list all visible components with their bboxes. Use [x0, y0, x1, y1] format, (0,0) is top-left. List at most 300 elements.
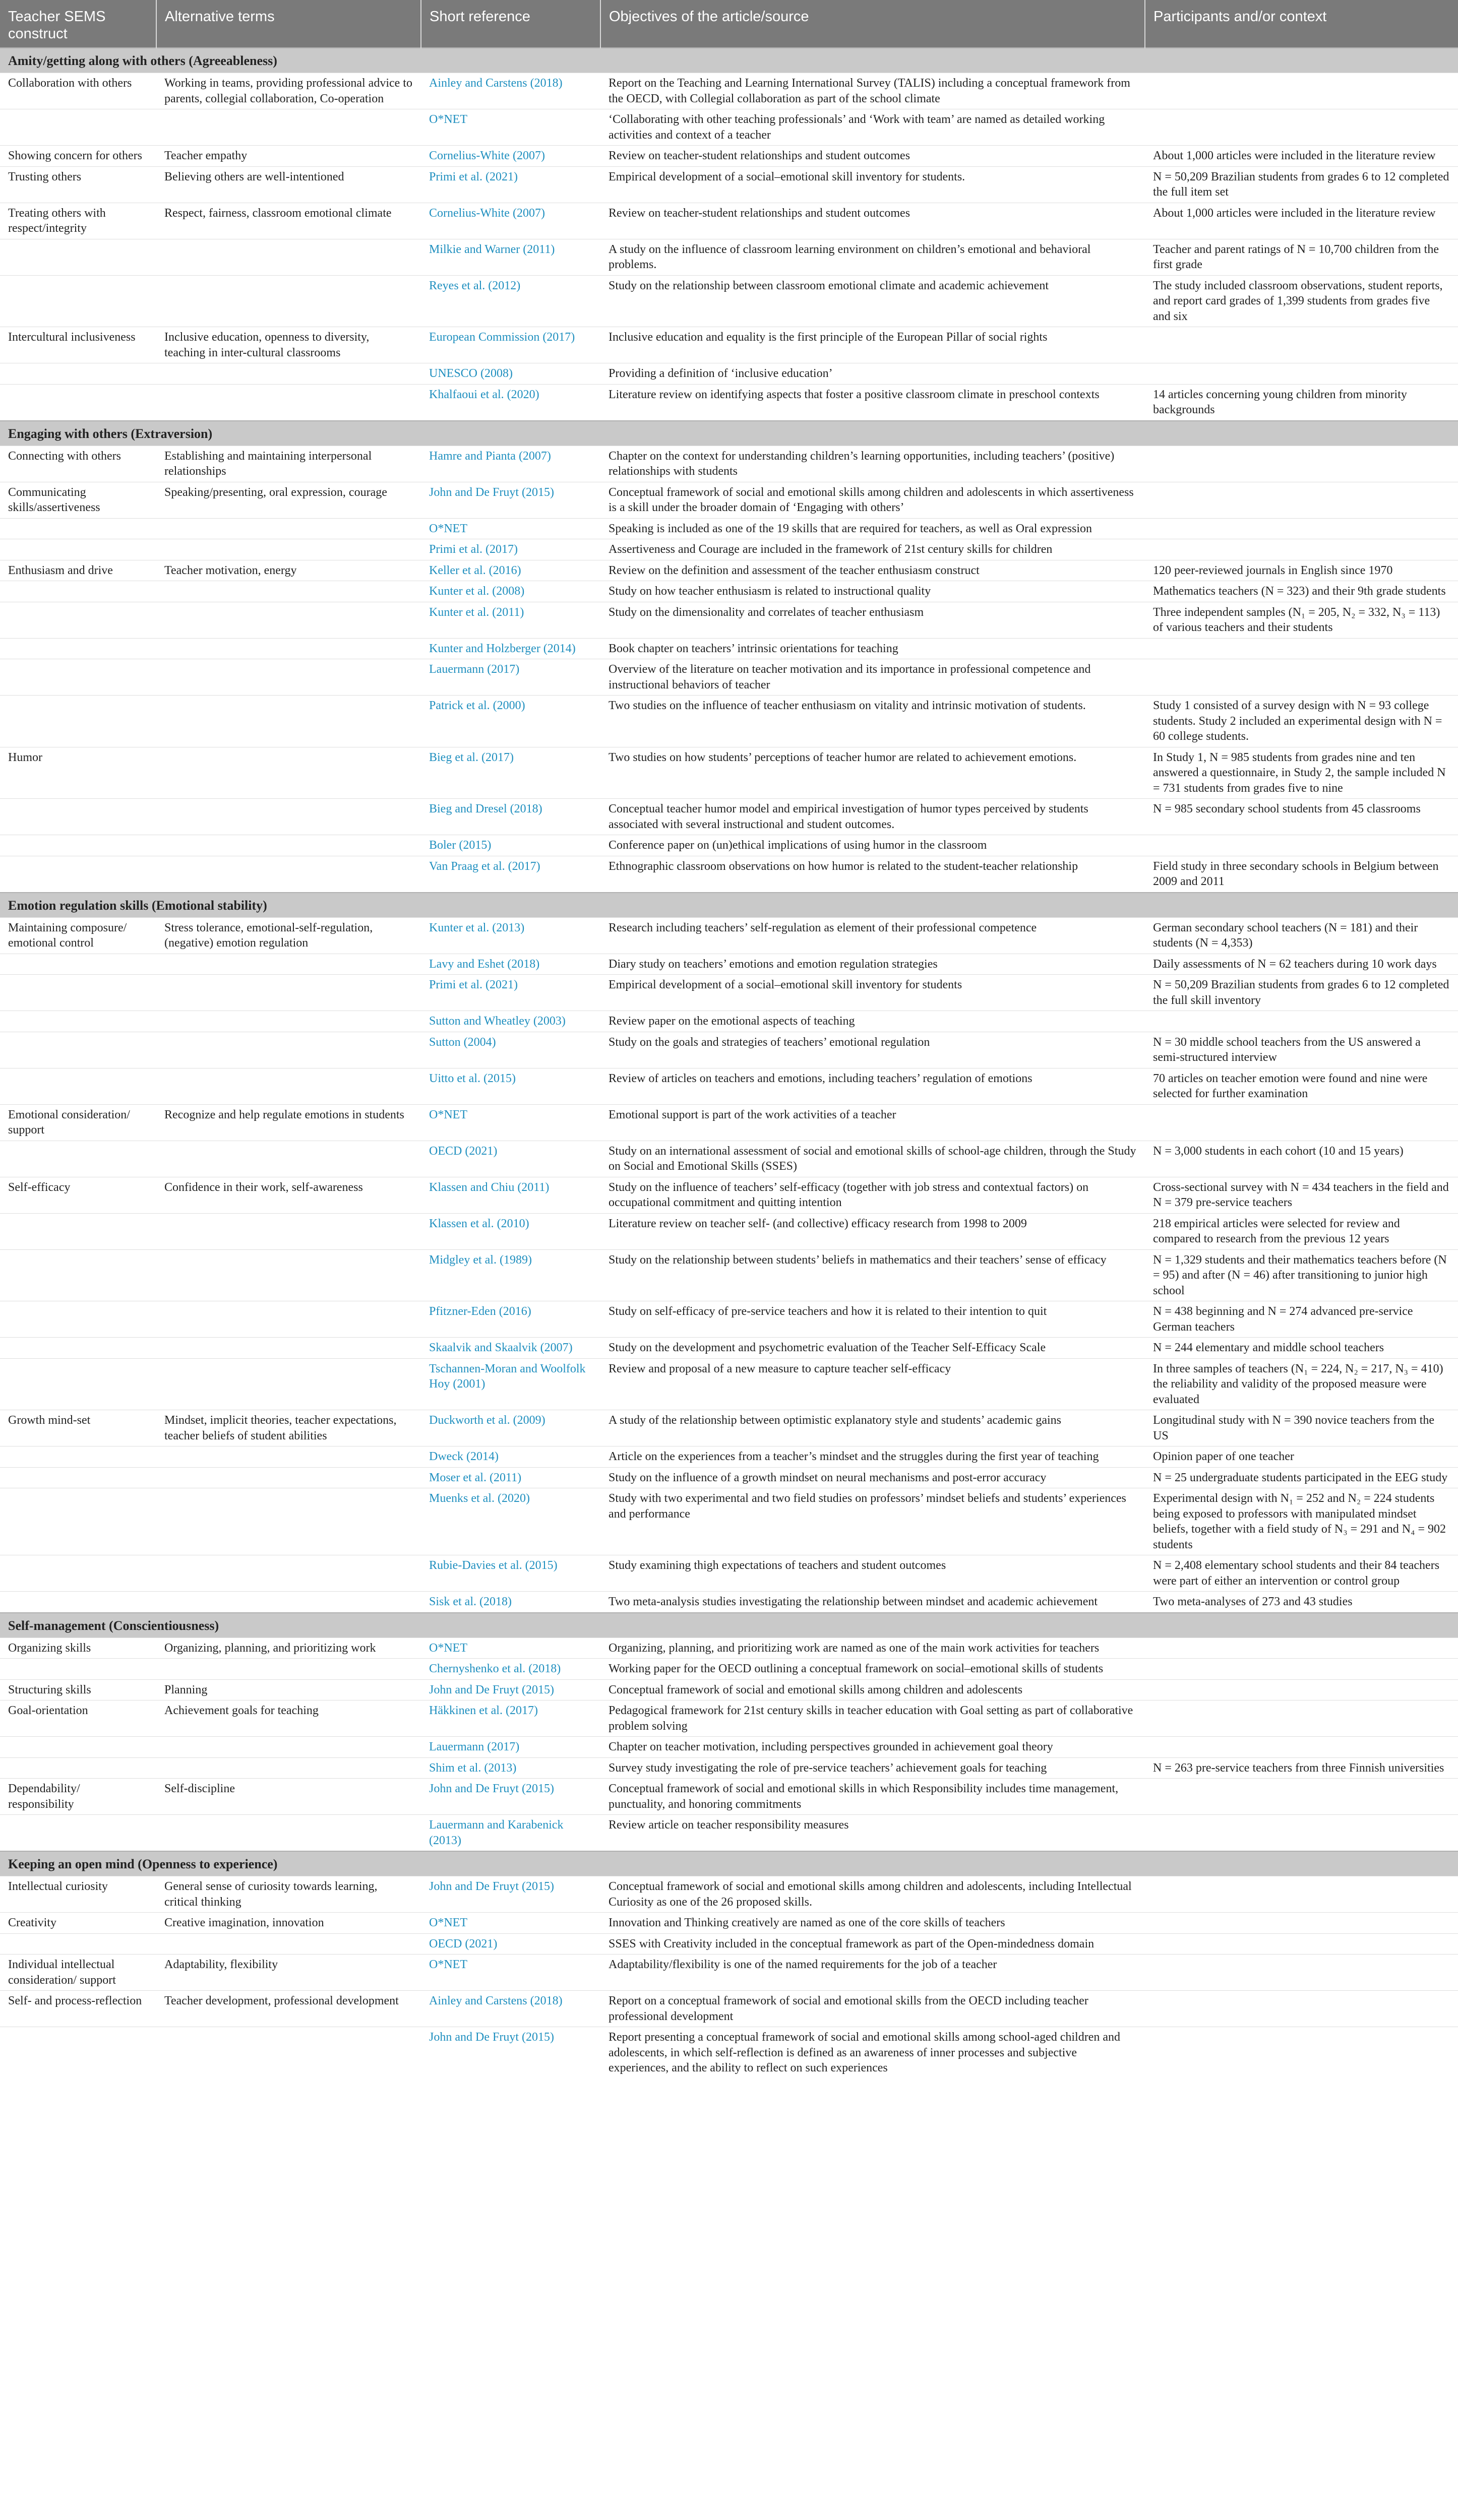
reference-link[interactable]: Cornelius-White (2007)	[421, 203, 600, 239]
alternative-terms-cell	[156, 835, 421, 856]
reference-link[interactable]: Lavy and Eshet (2018)	[421, 954, 600, 975]
table-row	[0, 239, 1458, 275]
construct-cell	[0, 1011, 156, 1032]
construct-cell	[0, 1737, 156, 1758]
table-row	[0, 696, 1458, 747]
construct-cell: Maintaining composure/ emotional control	[0, 917, 156, 954]
objective-cell: Research including teachers’ self-regulation as element of their professional competence	[600, 917, 1145, 954]
table-row	[0, 1933, 1458, 1955]
construct-cell	[0, 696, 156, 747]
alternative-terms-cell	[156, 109, 421, 146]
participants-cell: N = 50,209 Brazilian students from grades 6 to 12 completed the full skill inventory	[1145, 975, 1458, 1011]
construct-cell: Showing concern for others	[0, 146, 156, 167]
participants-cell	[1145, 539, 1458, 560]
construct-cell	[0, 659, 156, 696]
section-title: Amity/getting along with others (Agreeableness)	[0, 48, 1458, 73]
construct-cell: Self-efficacy	[0, 1177, 156, 1213]
table-row	[0, 482, 1458, 518]
reference-link[interactable]: Uitto et al. (2015)	[421, 1068, 600, 1104]
table-row	[0, 581, 1458, 602]
alternative-terms-cell	[156, 1338, 421, 1359]
construct-cell: Treating others with respect/integrity	[0, 203, 156, 239]
table-row	[0, 1301, 1458, 1338]
objective-cell: Working paper for the OECD outlining a conceptual framework on social–emotional skills of students	[600, 1659, 1145, 1680]
construct-cell: Creativity	[0, 1913, 156, 1934]
alternative-terms-cell: Planning	[156, 1679, 421, 1700]
objective-cell: Study on the relationship between classroom emotional climate and academic achievement	[600, 275, 1145, 327]
participants-cell	[1145, 1637, 1458, 1659]
participants-cell: N = 25 undergraduate students participated in the EEG study	[1145, 1467, 1458, 1488]
participants-cell: 120 peer-reviewed journals in English since 1970	[1145, 560, 1458, 581]
section-header-row	[0, 1613, 1458, 1638]
reference-link[interactable]: O*NET	[421, 1955, 600, 1991]
participants-cell	[1145, 638, 1458, 659]
participants-cell	[1145, 1991, 1458, 2027]
participants-cell	[1145, 1876, 1458, 1913]
alternative-terms-cell: Teacher motivation, energy	[156, 560, 421, 581]
reference-link[interactable]: Klassen and Chiu (2011)	[421, 1177, 600, 1213]
table-row	[0, 146, 1458, 167]
section-title: Engaging with others (Extraversion)	[0, 421, 1458, 446]
construct-cell	[0, 2027, 156, 2078]
alternative-terms-cell: Mindset, implicit theories, teacher expectations, teacher beliefs of student abilities	[156, 1410, 421, 1446]
reference-link[interactable]: Bieg and Dresel (2018)	[421, 799, 600, 835]
construct-cell	[0, 109, 156, 146]
reference-link[interactable]: Bieg et al. (2017)	[421, 747, 600, 799]
alternative-terms-cell	[156, 1467, 421, 1488]
alternative-terms-cell	[156, 954, 421, 975]
section-header-row	[0, 421, 1458, 446]
participants-cell: Study 1 consisted of a survey design with N = 93 college students. Study 2 included an experimental design with N = 60 college students.	[1145, 696, 1458, 747]
reference-link[interactable]: Kunter and Holzberger (2014)	[421, 638, 600, 659]
participants-cell	[1145, 482, 1458, 518]
alternative-terms-cell: General sense of curiosity towards learning, critical thinking	[156, 1876, 421, 1913]
table-row	[0, 1488, 1458, 1555]
header-participants: Participants and/or context	[1145, 0, 1458, 48]
reference-link[interactable]: O*NET	[421, 109, 600, 146]
objective-cell: Organizing, planning, and prioritizing work are named as one of the main work activities for teachers	[600, 1637, 1145, 1659]
participants-cell: Cross-sectional survey with N = 434 teachers in the field and N = 379 pre-service teachers	[1145, 1177, 1458, 1213]
table-row	[0, 1659, 1458, 1680]
reference-link[interactable]: Pfitzner-Eden (2016)	[421, 1301, 600, 1338]
section-title: Self-management (Conscientiousness)	[0, 1613, 1458, 1638]
reference-link[interactable]: Sutton and Wheatley (2003)	[421, 1011, 600, 1032]
header-objectives: Objectives of the article/source	[600, 0, 1145, 48]
table-row	[0, 203, 1458, 239]
reference-link[interactable]: Kunter et al. (2013)	[421, 917, 600, 954]
construct-cell	[0, 975, 156, 1011]
reference-link[interactable]: Moser et al. (2011)	[421, 1467, 600, 1488]
alternative-terms-cell	[156, 696, 421, 747]
participants-cell: German secondary school teachers (N = 181) and their students (N = 4,353)	[1145, 917, 1458, 954]
participants-cell	[1145, 446, 1458, 482]
objective-cell: Review on the definition and assessment of the teacher enthusiasm construct	[600, 560, 1145, 581]
table-row	[0, 659, 1458, 696]
objective-cell: Conceptual framework of social and emotional skills in which Responsibility includes time management, punctuality, and honoring commitments	[600, 1779, 1145, 1815]
objective-cell: Empirical development of a social–emotional skill inventory for students	[600, 975, 1145, 1011]
reference-link[interactable]: Tschannen-Moran and Woolfolk Hoy (2001)	[421, 1358, 600, 1410]
table-row	[0, 954, 1458, 975]
alternative-terms-cell: Teacher empathy	[156, 146, 421, 167]
alternative-terms-cell	[156, 1555, 421, 1592]
reference-link[interactable]: Ainley and Carstens (2018)	[421, 73, 600, 109]
table-row	[0, 1757, 1458, 1779]
alternative-terms-cell	[156, 602, 421, 638]
participants-cell: Three independent samples (N₁ = 205, N₂ = 332, N₃ = 113) of various teachers and their students	[1145, 602, 1458, 638]
reference-link[interactable]: UNESCO (2008)	[421, 363, 600, 385]
reference-link[interactable]: OECD (2021)	[421, 1933, 600, 1955]
alternative-terms-cell: Teacher development, professional development	[156, 1991, 421, 2027]
construct-cell	[0, 1757, 156, 1779]
objective-cell: Study on self-efficacy of pre-service teachers and how it is related to their intention to quit	[600, 1301, 1145, 1338]
reference-link[interactable]: John and De Fruyt (2015)	[421, 482, 600, 518]
objective-cell: Emotional support is part of the work activities of a teacher	[600, 1104, 1145, 1141]
objective-cell: Chapter on teacher motivation, including perspectives grounded in achievement goal theory	[600, 1737, 1145, 1758]
objective-cell: Two studies on how students’ perceptions of teacher humor are related to achievement emotions.	[600, 747, 1145, 799]
alternative-terms-cell	[156, 975, 421, 1011]
reference-link[interactable]: Lauermann (2017)	[421, 659, 600, 696]
alternative-terms-cell	[156, 1213, 421, 1249]
table-row	[0, 327, 1458, 363]
table-row	[0, 539, 1458, 560]
alternative-terms-cell	[156, 1488, 421, 1555]
alternative-terms-cell: Confidence in their work, self-awareness	[156, 1177, 421, 1213]
participants-cell	[1145, 1659, 1458, 1680]
participants-cell	[1145, 518, 1458, 539]
reference-link[interactable]: Primi et al. (2021)	[421, 166, 600, 203]
reference-link[interactable]: Dweck (2014)	[421, 1446, 600, 1468]
construct-cell	[0, 1555, 156, 1592]
reference-link[interactable]: Cornelius-White (2007)	[421, 146, 600, 167]
participants-cell	[1145, 1679, 1458, 1700]
table-row	[0, 518, 1458, 539]
table-row	[0, 602, 1458, 638]
objective-cell: SSES with Creativity included in the conceptual framework as part of the Open-mindedness domain	[600, 1933, 1145, 1955]
reference-link[interactable]: Keller et al. (2016)	[421, 560, 600, 581]
construct-cell: Intellectual curiosity	[0, 1876, 156, 1913]
objective-cell: Adaptability/flexibility is one of the named requirements for the job of a teacher	[600, 1955, 1145, 1991]
objective-cell: Literature review on teacher self- (and collective) efficacy research from 1998 to 2009	[600, 1213, 1145, 1249]
reference-link[interactable]: Van Praag et al. (2017)	[421, 856, 600, 893]
reference-link[interactable]: O*NET	[421, 1104, 600, 1141]
objective-cell: Literature review on identifying aspects that foster a positive classroom climate in preschool contexts	[600, 384, 1145, 421]
construct-cell	[0, 954, 156, 975]
alternative-terms-cell	[156, 1446, 421, 1468]
alternative-terms-cell: Self-discipline	[156, 1779, 421, 1815]
table-row	[0, 975, 1458, 1011]
reference-link[interactable]: O*NET	[421, 1913, 600, 1934]
reference-link[interactable]: Rubie-Davies et al. (2015)	[421, 1555, 600, 1592]
reference-link[interactable]: Skaalvik and Skaalvik (2007)	[421, 1338, 600, 1359]
table-row	[0, 1700, 1458, 1737]
participants-cell	[1145, 327, 1458, 363]
reference-link[interactable]: Hamre and Pianta (2007)	[421, 446, 600, 482]
objective-cell: Study on an international assessment of social and emotional skills of school-age children, through the Study on Social and Emotional Skills (SSES)	[600, 1141, 1145, 1177]
objective-cell: Study on the goals and strategies of teachers’ emotional regulation	[600, 1032, 1145, 1068]
participants-cell: About 1,000 articles were included in the literature review	[1145, 146, 1458, 167]
participants-cell	[1145, 73, 1458, 109]
objective-cell: Study on the development and psychometric evaluation of the Teacher Self-Efficacy Scale	[600, 1338, 1145, 1359]
participants-cell: Opinion paper of one teacher	[1145, 1446, 1458, 1468]
participants-cell: N = 30 middle school teachers from the US answered a semi-structured interview	[1145, 1032, 1458, 1068]
construct-cell	[0, 799, 156, 835]
construct-cell	[0, 1141, 156, 1177]
alternative-terms-cell	[156, 539, 421, 560]
participants-cell: Mathematics teachers (N = 323) and their 9th grade students	[1145, 581, 1458, 602]
construct-cell	[0, 1249, 156, 1301]
participants-cell: About 1,000 articles were included in the literature review	[1145, 203, 1458, 239]
table-row	[0, 1679, 1458, 1700]
construct-cell	[0, 1068, 156, 1104]
construct-cell: Individual intellectual consideration/ support	[0, 1955, 156, 1991]
objective-cell: Report presenting a conceptual framework of social and emotional skills among school-aged children and adolescents, in which self-reflection is defined as an awareness of inner processes and subjective experiences, and the ability to reflect on such experiences	[600, 2027, 1145, 2078]
objective-cell: Article on the experiences from a teacher’s mindset and the struggles during the first year of teaching	[600, 1446, 1145, 1468]
participants-cell: N = 3,000 students in each cohort (10 and 15 years)	[1145, 1141, 1458, 1177]
table-row	[0, 1213, 1458, 1249]
reference-link[interactable]: Ainley and Carstens (2018)	[421, 1991, 600, 2027]
objective-cell: Review article on teacher responsibility measures	[600, 1815, 1145, 1852]
construct-cell: Goal-orientation	[0, 1700, 156, 1737]
alternative-terms-cell	[156, 2027, 421, 2078]
construct-cell	[0, 518, 156, 539]
participants-cell: N = 244 elementary and middle school teachers	[1145, 1338, 1458, 1359]
participants-cell	[1145, 2027, 1458, 2078]
objective-cell: Conceptual framework of social and emotional skills among children and adolescents	[600, 1679, 1145, 1700]
construct-cell	[0, 856, 156, 893]
participants-cell: N = 2,408 elementary school students and their 84 teachers were part of either an intervention or control group	[1145, 1555, 1458, 1592]
table-row	[0, 856, 1458, 893]
table-row	[0, 799, 1458, 835]
construct-cell	[0, 602, 156, 638]
participants-cell	[1145, 1700, 1458, 1737]
header-alternative-terms: Alternative terms	[156, 0, 421, 48]
participants-cell	[1145, 659, 1458, 696]
reference-link[interactable]: Muenks et al. (2020)	[421, 1488, 600, 1555]
construct-cell: Communicating skills/assertiveness	[0, 482, 156, 518]
objective-cell: Conceptual framework of social and emotional skills among children and adolescents, including Intellectual Curiosity as one of the 26 proposed skills.	[600, 1876, 1145, 1913]
alternative-terms-cell	[156, 239, 421, 275]
objective-cell: Inclusive education and equality is the first principle of the European Pillar of social rights	[600, 327, 1145, 363]
construct-cell	[0, 539, 156, 560]
objective-cell: Providing a definition of ‘inclusive education’	[600, 363, 1145, 385]
reference-link[interactable]: Sisk et al. (2018)	[421, 1592, 600, 1613]
reference-link[interactable]: Primi et al. (2017)	[421, 539, 600, 560]
table-row	[0, 166, 1458, 203]
construct-cell	[0, 239, 156, 275]
alternative-terms-cell	[156, 1592, 421, 1613]
construct-cell: Structuring skills	[0, 1679, 156, 1700]
reference-link[interactable]: O*NET	[421, 1637, 600, 1659]
table-row	[0, 1955, 1458, 1991]
reference-link[interactable]: Klassen et al. (2010)	[421, 1213, 600, 1249]
reference-link[interactable]: OECD (2021)	[421, 1141, 600, 1177]
table-row	[0, 1104, 1458, 1141]
objective-cell: Pedagogical framework for 21st century skills in teacher education with Goal setting as part of collaborative problem solving	[600, 1700, 1145, 1737]
construct-cell: Trusting others	[0, 166, 156, 203]
participants-cell	[1145, 1815, 1458, 1852]
participants-cell	[1145, 1955, 1458, 1991]
alternative-terms-cell	[156, 363, 421, 385]
reference-link[interactable]: O*NET	[421, 518, 600, 539]
alternative-terms-cell	[156, 1659, 421, 1680]
objective-cell: Assertiveness and Courage are included in the framework of 21st century skills for children	[600, 539, 1145, 560]
alternative-terms-cell	[156, 659, 421, 696]
objective-cell: Review on teacher-student relationships and student outcomes	[600, 146, 1145, 167]
participants-cell: In three samples of teachers (N₁ = 224, N₂ = 217, N₃ = 410) the reliability and validity of the proposed measure were evaluated	[1145, 1358, 1458, 1410]
construct-cell: Growth mind-set	[0, 1410, 156, 1446]
participants-cell: Experimental design with N₁ = 252 and N₂ = 224 students being exposed to professors with manipulated mindset beliefs, together with a field study of N₃ = 291 and N₄ = 902 students	[1145, 1488, 1458, 1555]
section-header-row	[0, 893, 1458, 918]
objective-cell: Speaking is included as one of the 19 skills that are required for teachers, as well as Oral expression	[600, 518, 1145, 539]
participants-cell: 14 articles concerning young children from minority backgrounds	[1145, 384, 1458, 421]
participants-cell	[1145, 1104, 1458, 1141]
table-row	[0, 1876, 1458, 1913]
objective-cell: ‘Collaborating with other teaching professionals’ and ‘Work with team’ are named as detailed working activities and context of a teacher	[600, 109, 1145, 146]
alternative-terms-cell	[156, 1933, 421, 1955]
section-header-row	[0, 1851, 1458, 1876]
alternative-terms-cell	[156, 1011, 421, 1032]
table-row	[0, 446, 1458, 482]
objective-cell: Review of articles on teachers and emotions, including teachers’ regulation of emotions	[600, 1068, 1145, 1104]
reference-link[interactable]: Patrick et al. (2000)	[421, 696, 600, 747]
participants-cell: N = 438 beginning and N = 274 advanced pre-service German teachers	[1145, 1301, 1458, 1338]
participants-cell: Daily assessments of N = 62 teachers during 10 work days	[1145, 954, 1458, 975]
reference-link[interactable]: European Commission (2017)	[421, 327, 600, 363]
table-row	[0, 1779, 1458, 1815]
objective-cell: Study on the influence of teachers’ self-efficacy (together with job stress and contextual factors) on occupational commitment and quitting intention	[600, 1177, 1145, 1213]
reference-link[interactable]: Lauermann (2017)	[421, 1737, 600, 1758]
reference-link[interactable]: Sutton (2004)	[421, 1032, 600, 1068]
reference-link[interactable]: Reyes et al. (2012)	[421, 275, 600, 327]
reference-link[interactable]: Khalfaoui et al. (2020)	[421, 384, 600, 421]
reference-link[interactable]: Midgley et al. (1989)	[421, 1249, 600, 1301]
participants-cell: N = 985 secondary school students from 45 classrooms	[1145, 799, 1458, 835]
construct-cell	[0, 363, 156, 385]
construct-cell: Humor	[0, 747, 156, 799]
construct-cell	[0, 1213, 156, 1249]
construct-cell	[0, 1301, 156, 1338]
construct-cell: Emotional consideration/ support	[0, 1104, 156, 1141]
reference-link[interactable]: John and De Fruyt (2015)	[421, 1779, 600, 1815]
construct-cell: Self- and process-reflection	[0, 1991, 156, 2027]
alternative-terms-cell	[156, 638, 421, 659]
objective-cell: Conceptual teacher humor model and empirical investigation of humor types perceived by students associated with several instructional and student outcomes.	[600, 799, 1145, 835]
construct-cell	[0, 581, 156, 602]
reference-link[interactable]: Milkie and Warner (2011)	[421, 239, 600, 275]
participants-cell: Teacher and parent ratings of N = 10,700 children from the first grade	[1145, 239, 1458, 275]
reference-link[interactable]: Shim et al. (2013)	[421, 1757, 600, 1779]
alternative-terms-cell: Organizing, planning, and prioritizing work	[156, 1637, 421, 1659]
table-row	[0, 1358, 1458, 1410]
alternative-terms-cell: Inclusive education, openness to diversity, teaching in inter-cultural classrooms	[156, 327, 421, 363]
reference-link[interactable]: John and De Fruyt (2015)	[421, 1679, 600, 1700]
participants-cell: Field study in three secondary schools in Belgium between 2009 and 2011	[1145, 856, 1458, 893]
alternative-terms-cell	[156, 275, 421, 327]
participants-cell	[1145, 1779, 1458, 1815]
table-row	[0, 1467, 1458, 1488]
construct-cell: Collaboration with others	[0, 73, 156, 109]
alternative-terms-cell: Achievement goals for teaching	[156, 1700, 421, 1737]
participants-cell: In Study 1, N = 985 students from grades nine and ten answered a questionnaire, in Study 2, the sample included N = 731 students from grades five to nine	[1145, 747, 1458, 799]
objective-cell: Review and proposal of a new measure to capture teacher self-efficacy	[600, 1358, 1145, 1410]
table-row	[0, 1991, 1458, 2027]
table-row	[0, 1249, 1458, 1301]
objective-cell: Two studies on the influence of teacher enthusiasm on vitality and intrinsic motivation of students.	[600, 696, 1145, 747]
participants-cell: 70 articles on teacher emotion were found and nine were selected for further examination	[1145, 1068, 1458, 1104]
alternative-terms-cell: Stress tolerance, emotional-self-regulation, (negative) emotion regulation	[156, 917, 421, 954]
header-construct: Teacher SEMS construct	[0, 0, 156, 48]
alternative-terms-cell	[156, 1068, 421, 1104]
alternative-terms-cell: Respect, fairness, classroom emotional climate	[156, 203, 421, 239]
reference-link[interactable]: Boler (2015)	[421, 835, 600, 856]
participants-cell	[1145, 109, 1458, 146]
objective-cell: Book chapter on teachers’ intrinsic orientations for teaching	[600, 638, 1145, 659]
construct-cell: Dependability/ responsibility	[0, 1779, 156, 1815]
alternative-terms-cell	[156, 1737, 421, 1758]
reference-link[interactable]: Chernyshenko et al. (2018)	[421, 1659, 600, 1680]
table-row	[0, 1592, 1458, 1613]
table-row	[0, 1737, 1458, 1758]
construct-cell	[0, 1592, 156, 1613]
reference-link[interactable]: Lauermann and Karabenick (2013)	[421, 1815, 600, 1852]
table-row	[0, 1177, 1458, 1213]
objective-cell: Study with two experimental and two field studies on professors’ mindset beliefs and students’ experiences and performance	[600, 1488, 1145, 1555]
table-row	[0, 1637, 1458, 1659]
table-row	[0, 109, 1458, 146]
table-row	[0, 835, 1458, 856]
construct-cell	[0, 1446, 156, 1468]
participants-cell: N = 1,329 students and their mathematics teachers before (N = 95) and after (N = 46) after transitioning to junior high school	[1145, 1249, 1458, 1301]
objective-cell: Study on how teacher enthusiasm is related to instructional quality	[600, 581, 1145, 602]
reference-link[interactable]: Duckworth et al. (2009)	[421, 1410, 600, 1446]
objective-cell: Ethnographic classroom observations on how humor is related to the student-teacher relationship	[600, 856, 1145, 893]
participants-cell: Two meta-analyses of 273 and 43 studies	[1145, 1592, 1458, 1613]
alternative-terms-cell	[156, 1032, 421, 1068]
table-row	[0, 384, 1458, 421]
alternative-terms-cell: Working in teams, providing professional advice to parents, collegial collaboration, Co-operation	[156, 73, 421, 109]
construct-cell	[0, 275, 156, 327]
objective-cell: Conference paper on (un)ethical implications of using humor in the classroom	[600, 835, 1145, 856]
objective-cell: Chapter on the context for understanding children’s learning opportunities, including teachers’ (positive) relationships with students	[600, 446, 1145, 482]
objective-cell: A study on the influence of classroom learning environment on children’s emotional and behavioral problems.	[600, 239, 1145, 275]
section-title: Keeping an open mind (Openness to experience)	[0, 1851, 1458, 1876]
objective-cell: Overview of the literature on teacher motivation and its importance in professional competence and instructional behaviors of teacher	[600, 659, 1145, 696]
participants-cell	[1145, 1933, 1458, 1955]
objective-cell: Study on the influence of a growth mindset on neural mechanisms and post-error accuracy	[600, 1467, 1145, 1488]
objective-cell: Report on a conceptual framework of social and emotional skills from the OECD including teacher professional development	[600, 1991, 1145, 2027]
alternative-terms-cell	[156, 799, 421, 835]
objective-cell: Innovation and Thinking creatively are named as one of the core skills of teachers	[600, 1913, 1145, 1934]
reference-link[interactable]: Häkkinen et al. (2017)	[421, 1700, 600, 1737]
table-body	[0, 48, 1458, 2078]
construct-cell: Organizing skills	[0, 1637, 156, 1659]
objective-cell: Review paper on the emotional aspects of teaching	[600, 1011, 1145, 1032]
reference-link[interactable]: John and De Fruyt (2015)	[421, 2027, 600, 2078]
objective-cell: Study examining thigh expectations of teachers and student outcomes	[600, 1555, 1145, 1592]
alternative-terms-cell	[156, 384, 421, 421]
reference-link[interactable]: Primi et al. (2021)	[421, 975, 600, 1011]
reference-link[interactable]: Kunter et al. (2011)	[421, 602, 600, 638]
alternative-terms-cell: Establishing and maintaining interpersonal relationships	[156, 446, 421, 482]
alternative-terms-cell	[156, 1815, 421, 1852]
alternative-terms-cell: Believing others are well-intentioned	[156, 166, 421, 203]
reference-link[interactable]: Kunter et al. (2008)	[421, 581, 600, 602]
alternative-terms-cell	[156, 747, 421, 799]
construct-cell	[0, 638, 156, 659]
reference-link[interactable]: John and De Fruyt (2015)	[421, 1876, 600, 1913]
objective-cell: Conceptual framework of social and emotional skills among children and adolescents in which assertiveness is a skill under the broader domain of ‘Engaging with others’	[600, 482, 1145, 518]
construct-cell	[0, 1659, 156, 1680]
